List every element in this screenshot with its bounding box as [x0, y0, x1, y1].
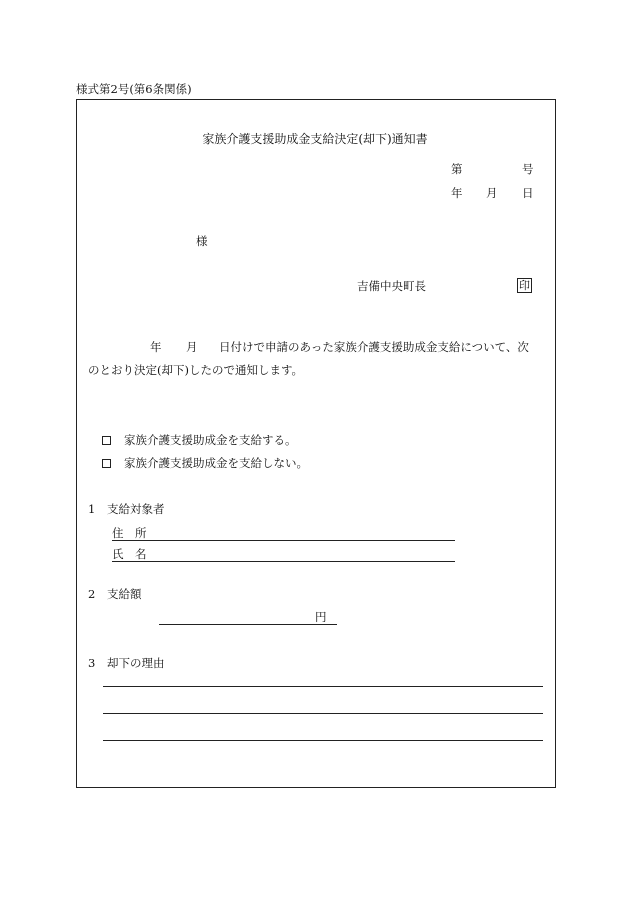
- option-pay-label: 家族介護支援助成金を支給する。: [124, 433, 297, 447]
- date-day: 日: [522, 186, 534, 200]
- body-text-line2: のとおり決定(却下)したので通知します。: [88, 363, 304, 377]
- option-not-pay-label: 家族介護支援助成金を支給しない。: [124, 456, 308, 470]
- body-year: 年: [150, 340, 162, 354]
- document-title: 家族介護支援助成金支給決定(却下)通知書: [202, 132, 428, 146]
- section2-number: 2: [88, 587, 96, 601]
- date-month: 月: [486, 186, 498, 200]
- address-label: 住 所: [112, 526, 147, 540]
- section1-title: 支給対象者: [107, 502, 165, 516]
- checkbox-not-pay[interactable]: [102, 459, 111, 468]
- issuer-name: 吉備中央町長: [357, 279, 426, 293]
- name-field-line[interactable]: [112, 561, 455, 562]
- name-label: 氏 名: [112, 547, 147, 561]
- form-number: 様式第2号(第6条関係): [76, 82, 192, 96]
- section2-title: 支給額: [107, 587, 142, 601]
- checkbox-pay[interactable]: [102, 436, 111, 445]
- amount-unit: 円: [315, 610, 327, 624]
- reason-line-3[interactable]: [103, 740, 543, 741]
- number-suffix: 号: [522, 162, 534, 176]
- body-month: 月: [186, 340, 198, 354]
- amount-field-line[interactable]: [159, 624, 337, 625]
- official-seal: 印: [519, 279, 530, 292]
- reason-line-1[interactable]: [103, 686, 543, 687]
- section1-number: 1: [88, 502, 96, 516]
- reason-line-2[interactable]: [103, 713, 543, 714]
- section3-number: 3: [88, 656, 96, 670]
- date-year: 年: [451, 186, 463, 200]
- number-prefix: 第: [451, 162, 463, 176]
- address-field-line[interactable]: [112, 540, 455, 541]
- body-text-line1: 日付けで申請のあった家族介護支援助成金支給について、次: [219, 340, 529, 354]
- addressee-suffix: 様: [196, 234, 208, 248]
- section3-title: 却下の理由: [107, 656, 165, 670]
